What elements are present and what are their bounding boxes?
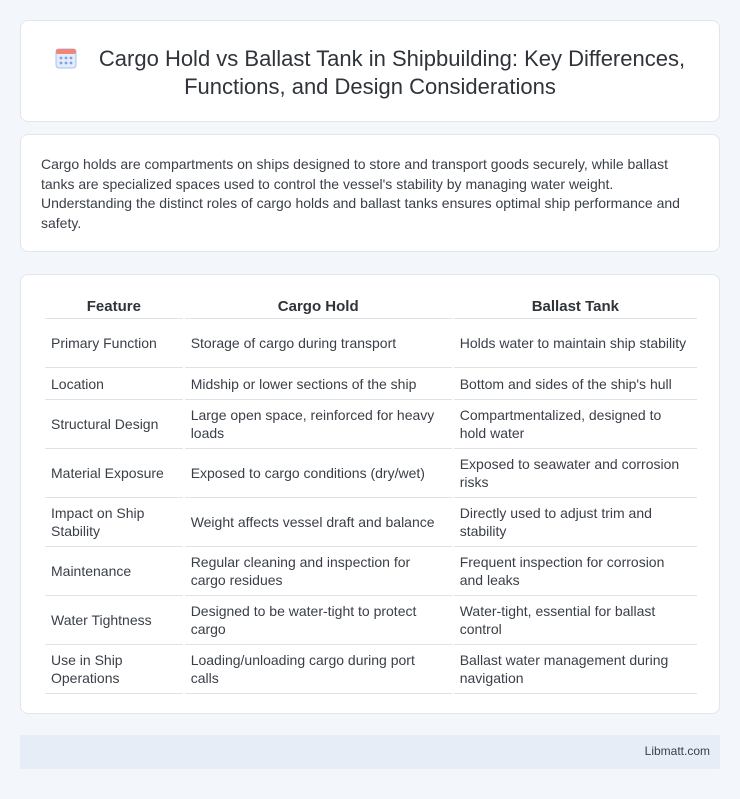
table-cell: Ballast water management during navigation: [454, 645, 697, 694]
table-cell: Loading/unloading cargo during port calls: [185, 645, 452, 694]
table-cell: Holds water to maintain ship stability: [454, 319, 697, 368]
calendar-icon: [55, 47, 77, 69]
column-header-cargo-hold: Cargo Hold: [185, 295, 452, 319]
table-row: [45, 498, 697, 547]
table-cell: Water-tight, essential for ballast control: [454, 596, 697, 645]
table-cell: Maintenance: [45, 547, 183, 596]
intro-text: Cargo holds are compartments on ships designed to store and transport goods securely, while ballast tanks are specialized spaces used to control the vessel's stability by managing water weight. Understanding the distinct roles of cargo holds and ballast tanks ensures optimal ship performance and safety.: [41, 156, 680, 231]
table-header-row: [45, 295, 697, 319]
table-row: [45, 400, 697, 449]
column-header-feature: Feature: [45, 295, 183, 319]
table-cell: Midship or lower sections of the ship: [185, 368, 452, 400]
table-cell: Storage of cargo during transport: [185, 319, 452, 368]
intro-card: [20, 134, 720, 252]
table-cell: Bottom and sides of the ship's hull: [454, 368, 697, 400]
page-title: [21, 45, 719, 101]
table-cell: Exposed to cargo conditions (dry/wet): [185, 449, 452, 498]
table-row: [45, 319, 697, 368]
footer-brand-link[interactable]: Libmatt.com: [644, 744, 710, 758]
table-cell: Use in Ship Operations: [45, 645, 183, 694]
table-cell: Exposed to seawater and corrosion risks: [454, 449, 697, 498]
table-cell: Compartmentalized, designed to hold water: [454, 400, 697, 449]
page-title-text: Cargo Hold vs Ballast Tank in Shipbuilding: Key Differences, Functions, and Design Considerations: [98, 46, 686, 99]
table-row: [45, 596, 697, 645]
table-cell: Regular cleaning and inspection for cargo residues: [185, 547, 452, 596]
title-card: [20, 20, 720, 122]
table-cell: Designed to be water-tight to protect cargo: [185, 596, 452, 645]
table-row: [45, 547, 697, 596]
table-cell: Directly used to adjust trim and stability: [454, 498, 697, 547]
comparison-table-card: [20, 274, 720, 714]
table-cell: Structural Design: [45, 400, 183, 449]
table-cell: Impact on Ship Stability: [45, 498, 183, 547]
table-cell: Water Tightness: [45, 596, 183, 645]
table-cell: Weight affects vessel draft and balance: [185, 498, 452, 547]
table-row: [45, 645, 697, 694]
table-cell: Primary Function: [45, 319, 183, 368]
table-row: [45, 449, 697, 498]
table-row: [45, 368, 697, 400]
table-cell: Frequent inspection for corrosion and leaks: [454, 547, 697, 596]
table-cell: Location: [45, 368, 183, 400]
table-cell: Material Exposure: [45, 449, 183, 498]
footer: [20, 735, 720, 769]
column-header-ballast-tank: Ballast Tank: [454, 295, 697, 319]
table-cell: Large open space, reinforced for heavy loads: [185, 400, 452, 449]
comparison-table: [43, 295, 699, 694]
